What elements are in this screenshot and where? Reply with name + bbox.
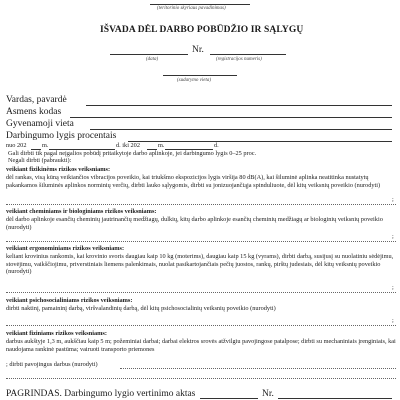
personal-code-field[interactable] (70, 117, 392, 118)
nr-label: Nr. (192, 45, 204, 55)
ergonomic-semicolon: ; (392, 284, 394, 291)
name-label: Vardas, pavardė (6, 95, 67, 105)
capacity-field[interactable] (128, 141, 392, 142)
physical-fill-line[interactable] (6, 204, 396, 205)
injury-fill-line[interactable] (120, 368, 396, 369)
capacity-label: Darbingumo lygis procentais (6, 131, 117, 141)
ergonomic-title: veikiant ergonominiams rizikos veiksniams: (6, 245, 125, 252)
forbidden-text: Negali dirbti (pabraukti): (8, 157, 72, 164)
physical-title: veikiant fizikinėms rizikos veiksniams: (6, 166, 111, 173)
psycho-text: dirbti naktinį, pamaininį darbą, viršvalandinių darbą, dėl kitų psichosocialinių veiksnių poveikio (nurodyti) (6, 305, 276, 312)
chemical-title: veikiant cheminiams ir biologiniams rizikos veiksniams: (6, 208, 157, 215)
place-caption: (sudarymo vieta) (177, 78, 212, 83)
personal-code-label: Asmens kodas (6, 107, 62, 117)
residence-field[interactable] (90, 129, 392, 130)
ergonomic-text: keliant krovinius rankomis, kai krovinio svoris daugiau kaip 10 kg (moterims), daugiau kaip 15 kg (vyrams), dirbti darbą, susijusį su nuolatiniu sėdėjimu, stovėjimu, vaikščiojimu, priverstiniais liemens palenkimais, nuolat pasikartojančiais pečių juostos, rankų, pirštų judesiais, dėl kitų veiksnių poveikio (nurodyti) (6, 253, 394, 276)
basis-nr-field[interactable] (278, 398, 392, 399)
basis-nr-label: Nr. (262, 389, 274, 399)
chemical-semicolon: ; (392, 233, 394, 240)
psycho-fill-line[interactable] (6, 325, 396, 326)
document-title: IŠVADA DĖL DARBO POBŪDŽIO IR SĄLYGŲ (100, 25, 304, 35)
injury-text-continued: ; dirbti pavojingus darbus (nurodyti) (6, 361, 98, 368)
territory-caption: (teritorinio skyriaus pavadinimas) (157, 6, 226, 11)
injury-text: darbus aukštyje 1,3 m, aukščiau kaip 5 m; požeminiai darbai; darbai elektros srovės atžvilgiu pavojingose patalpose; dirbti su mechaniniais įrenginiais, kai naudojama rankinė pastūma; vairuoti transporto priemones (6, 338, 396, 353)
registration-caption: (registracijos numeris) (216, 57, 262, 62)
injury-title: veikiant fiziniams rizikos veiksniams: (6, 330, 107, 337)
ergonomic-fill-line[interactable] (6, 292, 396, 293)
date-caption: (data) (146, 57, 159, 62)
psycho-title: veikiant psichosocialiniams rizikos veiksniams: (6, 297, 133, 304)
basis-label: PAGRINDAS. Darbingumo lygio vertinimo aktas (6, 389, 196, 399)
basis-act-field[interactable] (200, 398, 258, 399)
residence-label: Gyvenamoji vieta (6, 119, 74, 129)
name-field[interactable] (86, 105, 392, 106)
injury-fill-line-2[interactable] (6, 378, 396, 379)
date-line[interactable] (110, 54, 188, 55)
physical-text: dėl rankas, visą kūną veikiančios vibracijos poveikio, kai triukšmo ekspozicijos lygis viršija 80 dB(A), kai šiluminė aplinka neatitinka nustatytų pakankamos šiluminės aplinkos norminių verčių, dirbti lauko sąlygomis, dirbti su jonizuojančiąja spinduliuote, dėl kitų veiksnių poveikio (nurodyti) (6, 174, 381, 189)
till-m-label: m. (158, 142, 165, 149)
till-d-label: d. (214, 142, 219, 149)
from-m-label: m. (42, 142, 49, 149)
chemical-text: dėl darbo aplinkoje esančių cheminių jautrinančių medžiagų, dulkių, kitų darbo aplinkoje esančių cheminių medžiagų ar biologinių veiksnių poveikio (nurodyti) (6, 216, 383, 231)
chemical-fill-line[interactable] (6, 241, 396, 242)
period-till-label: d. iki 202 (116, 142, 140, 149)
territory-line[interactable] (150, 4, 250, 5)
period-from-label: nuo 202 (6, 142, 27, 149)
psycho-semicolon: ; (392, 317, 394, 324)
note-text: Gali dirbti tik pagal neįgalios pobūdį pritaikytoje darbo aplinkoje, jei darbingumo lygis 0–25 proc. (8, 150, 257, 157)
registration-line[interactable] (210, 54, 286, 55)
place-line[interactable] (163, 75, 237, 76)
physical-semicolon: ; (392, 196, 394, 203)
